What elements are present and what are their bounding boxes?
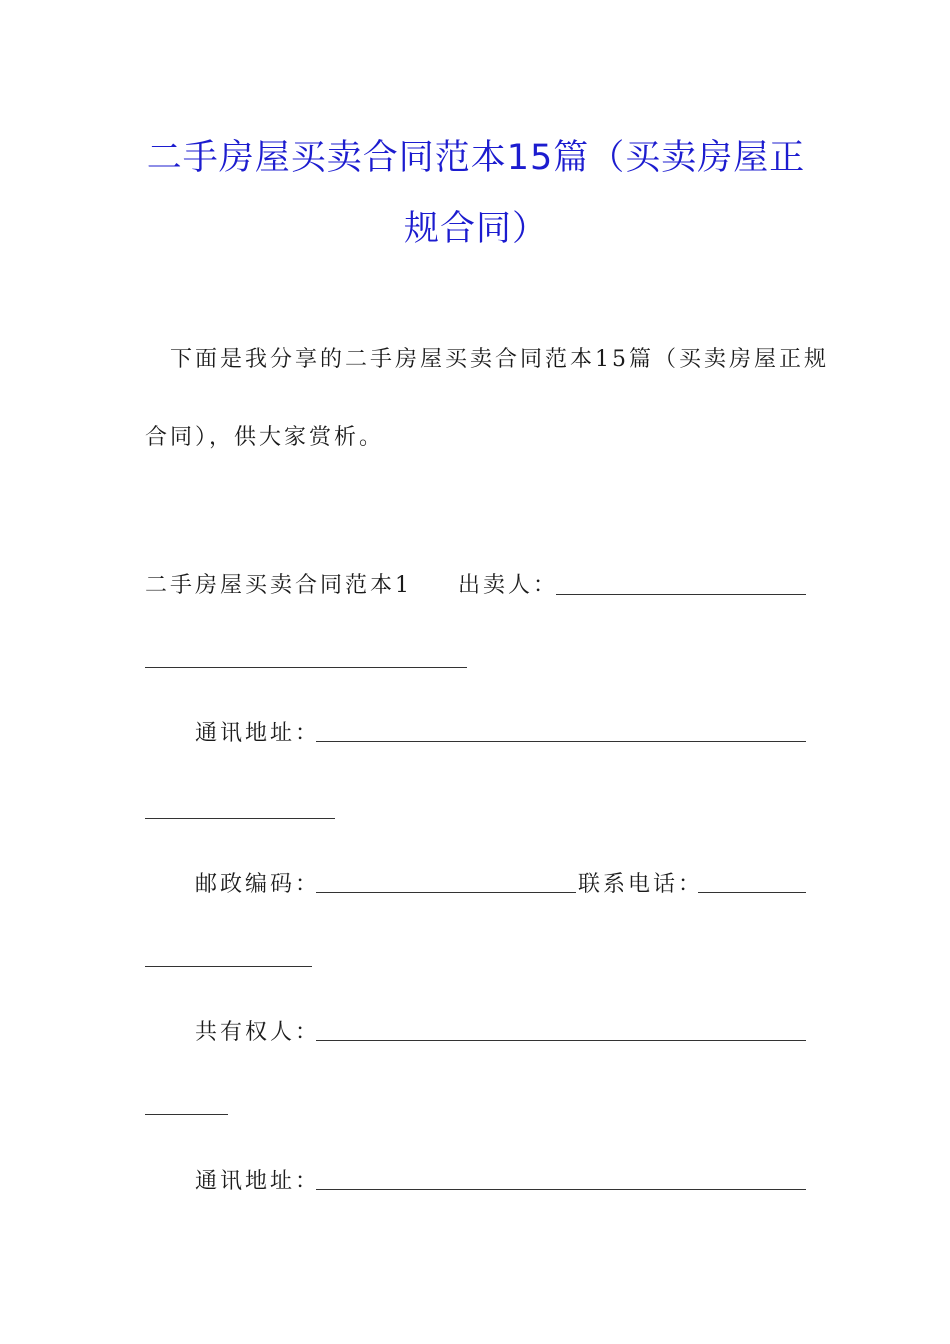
seller-blank-line-cont	[145, 667, 467, 668]
address-blank-line	[316, 741, 806, 742]
postcode-blank-line	[316, 892, 576, 893]
coowner-label: 共有权人：	[195, 1020, 321, 1045]
document-title-line-1: 二手房屋买卖合同范本15篇（买卖房屋正	[146, 138, 806, 178]
postcode-label: 邮政编码：	[195, 872, 321, 897]
intro-line-2: 合同），供大家赏析。	[145, 425, 385, 450]
phone-blank-line-cont	[145, 966, 312, 967]
seller-label: 出卖人：	[458, 573, 559, 598]
document-title-line-2: 规合同）	[403, 209, 548, 249]
coowner-blank-line	[316, 1040, 806, 1041]
contract-heading: 二手房屋买卖合同范本1	[145, 573, 412, 598]
coowner-blank-line-cont	[145, 1114, 228, 1115]
intro-line-1: 下面是我分享的二手房屋买卖合同范本15篇（买卖房屋正规	[170, 347, 829, 372]
phone-label: 联系电话：	[578, 872, 704, 897]
address-blank-line-cont	[145, 818, 335, 819]
address2-label: 通讯地址：	[195, 1169, 321, 1194]
seller-blank-line	[556, 594, 806, 595]
address-label: 通讯地址：	[195, 721, 321, 746]
phone-blank-line	[698, 892, 806, 893]
address2-blank-line	[316, 1189, 806, 1190]
